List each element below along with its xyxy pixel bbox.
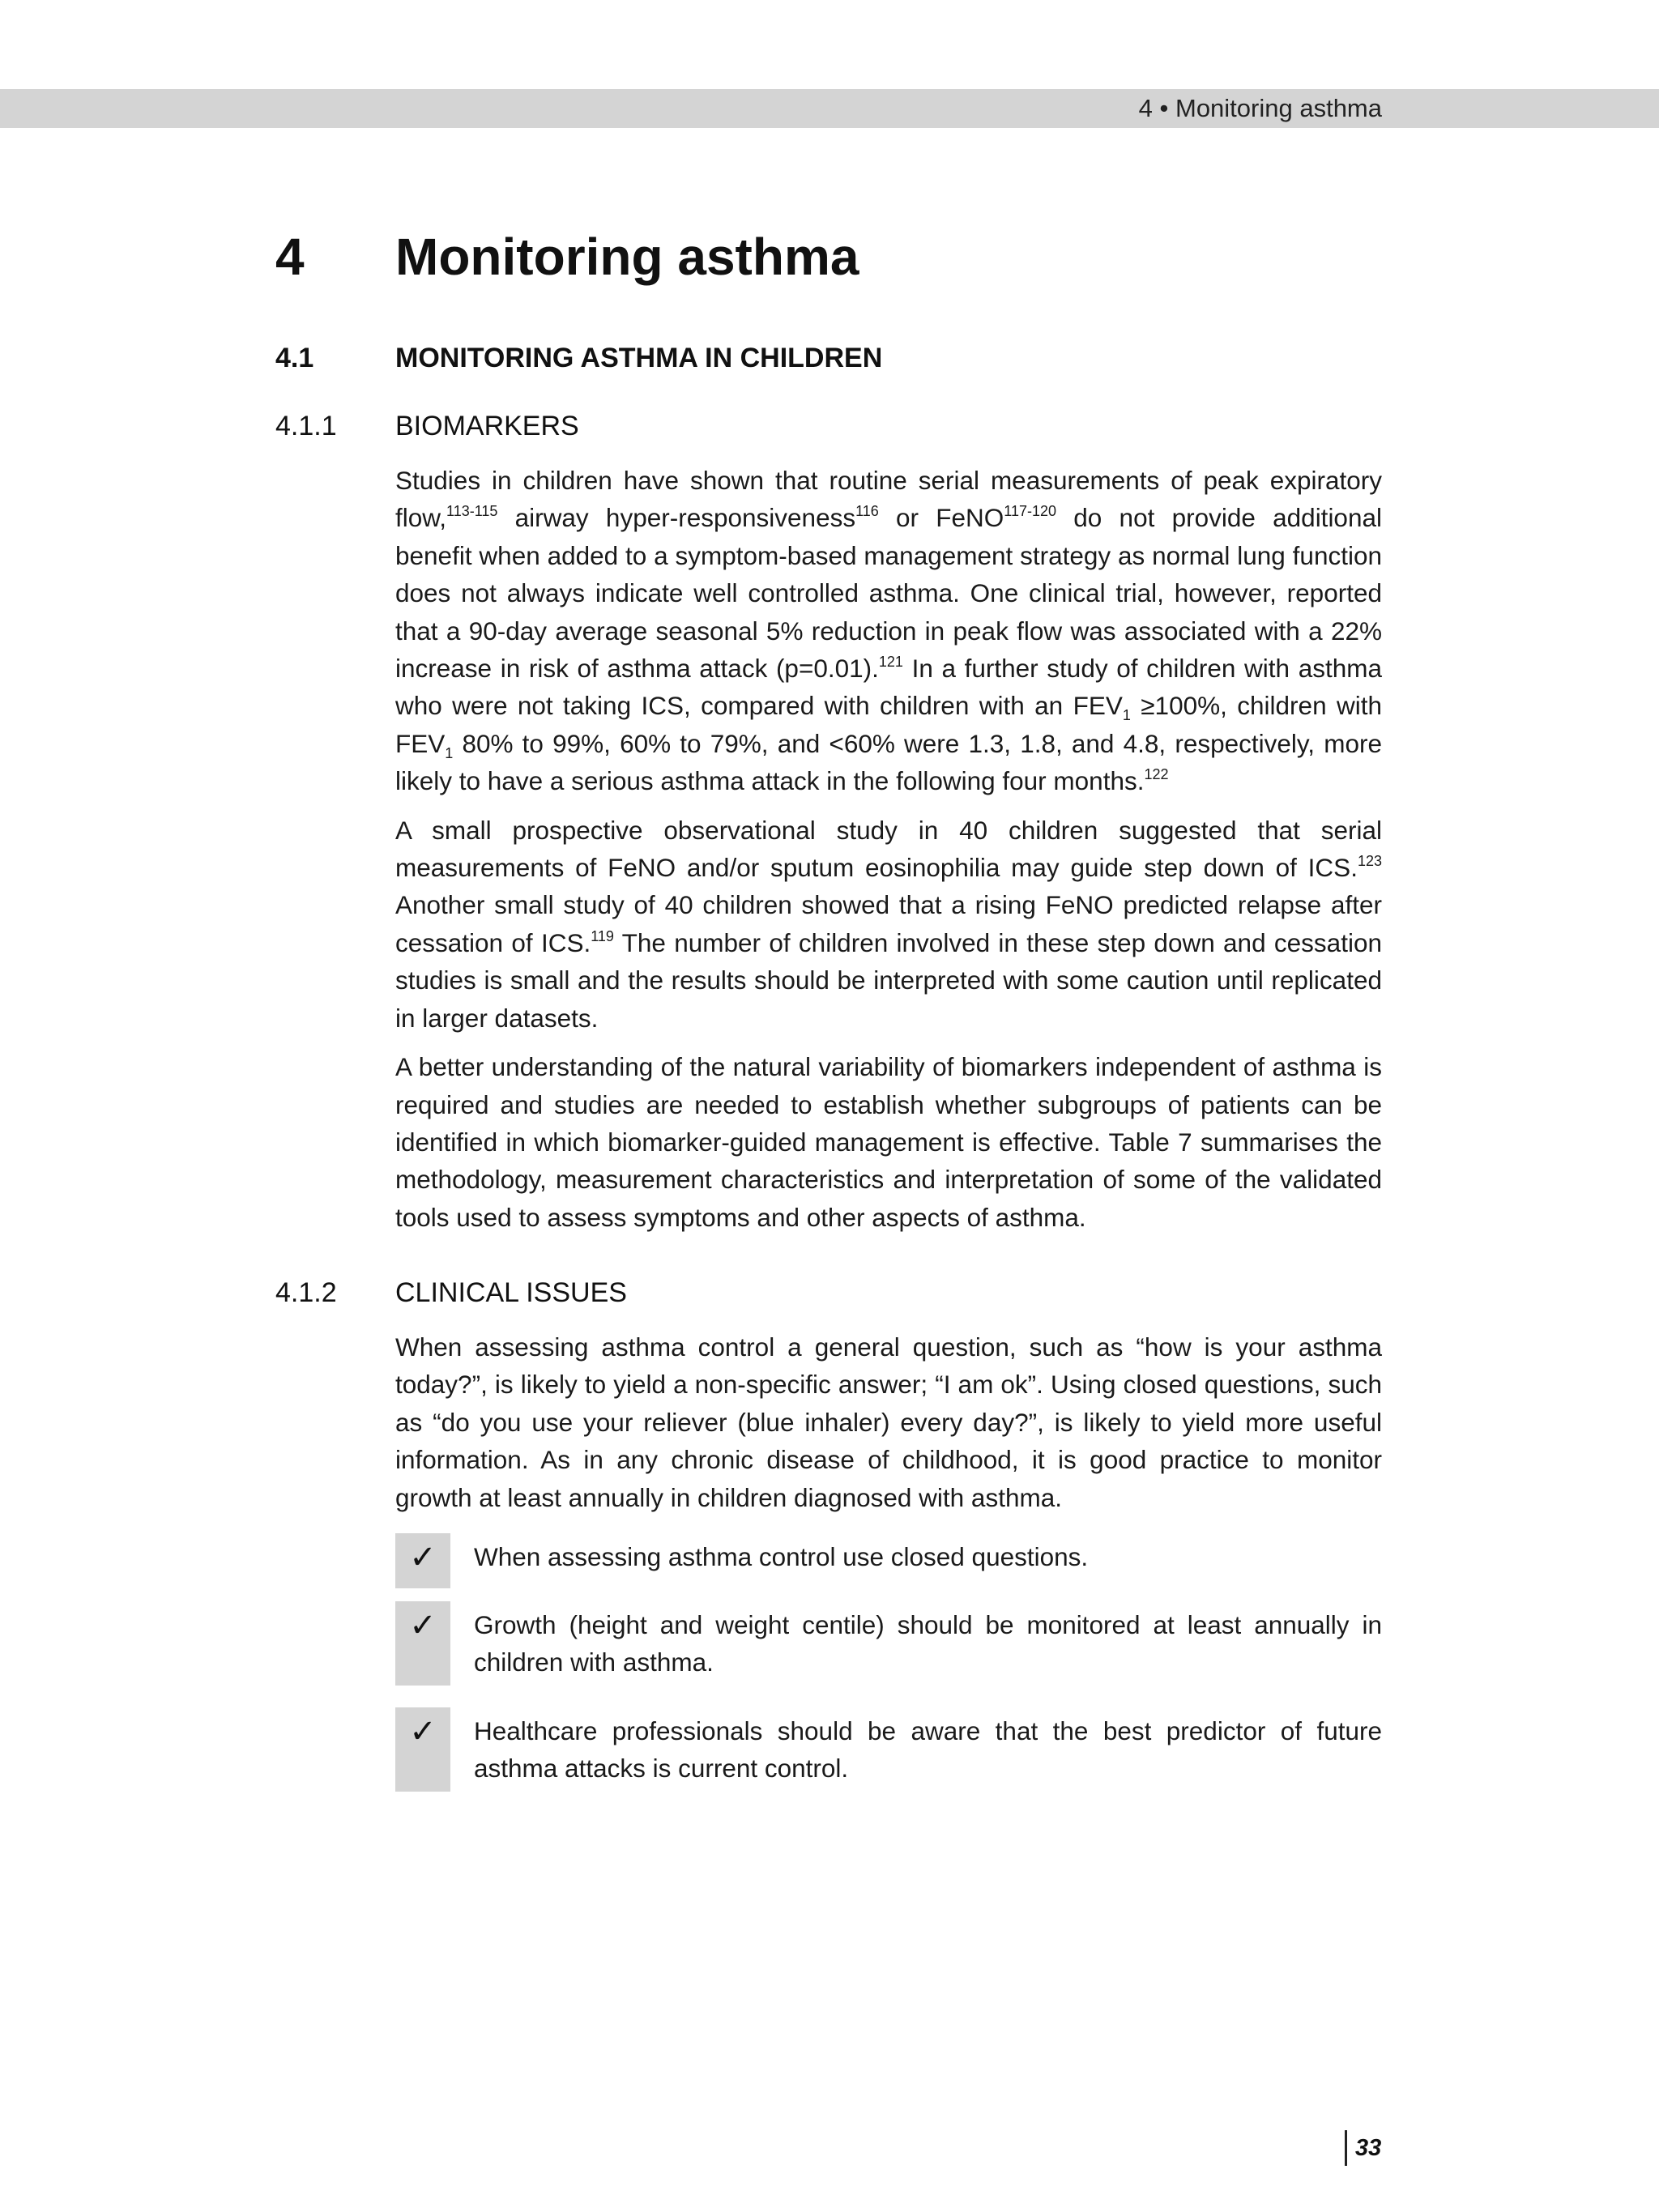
biomarkers-body (395, 462, 1382, 1247)
chapter-title-text: Monitoring asthma (395, 228, 859, 286)
text-run: do not provide additional benefit when added to a symptom-based management strategy as normal lung function does not always indicate well controlled asthma. One clinical trial, however, reported that a 90-day average seasonal 5% reduction in peak flow was associated with a 22% increase in risk of asthma attack (p=0.01). (395, 503, 1382, 684)
check-icon: ✓ (395, 1707, 450, 1792)
clinical-paragraph-1: When assessing asthma control a general question, such as “how is your asthma today?”, is likely to yield a non-specific answer; “I am ok”. Using closed questions, such as “do you use your reliever (blue inhaler) every day?”, is likely to yield more useful information. As in any chronic disease of childhood, it is good practice to monitor growth at least annually in children diagnosed with asthma. (395, 1332, 1382, 1512)
subsection-number: 4.1.2 (275, 1277, 337, 1308)
running-header (0, 89, 1659, 128)
citation: 122 (1144, 766, 1169, 783)
text-run: airway hyper-responsiveness (497, 503, 856, 533)
page-number: 33 (1345, 2130, 1381, 2166)
recommendation-text: Healthcare professionals should be aware that the best predictor of future asthma attacks is current control. (474, 1716, 1382, 1784)
text-run: Another small study of 40 children showed that a rising FeNO predicted relapse after cessation of ICS. (395, 890, 1382, 957)
text-run: A small prospective observational study in 40 children suggested that serial measurements of FeNO and/or sputum eosinophilia may guide step down of ICS. (395, 815, 1382, 883)
recommendation-text: When assessing asthma control use closed questions. (474, 1542, 1089, 1571)
text-run: ≥100%, children with FEV (395, 691, 1382, 758)
check-icon: ✓ (395, 1533, 450, 1588)
recommendation-text: Growth (height and weight centile) should be monitored at least annually in children with asthma. (474, 1610, 1382, 1677)
text-run: Studies in children have shown that routine serial measurements of peak expiratory flow, (395, 466, 1382, 533)
citation: 117-120 (1004, 503, 1057, 520)
clinical-body (395, 1328, 1382, 1528)
section-number: 4.1 (275, 343, 314, 373)
biomarkers-paragraph-3: A better understanding of the natural variability of biomarkers independent of asthma is required and studies are needed to establish whether subgroups of patients can be identified in which biomarker-guided management is effective. Table 7 summarises the methodology, measurement characteristics and interpretation of some of the validated tools used to assess symptoms and other aspects of asthma. (395, 1052, 1382, 1232)
text-run: The number of children involved in these step down and cessation studies is small and the results should be interpreted with some caution until replicated in larger datasets. (395, 927, 1382, 1033)
biomarkers-paragraph-2 (395, 812, 1382, 1037)
text-run: 80% to 99%, 60% to 79%, and <60% were 1.3, 1.8, and 4.8, respectively, more likely to have a serious asthma attack in the following four months. (395, 728, 1382, 796)
biomarkers-paragraph-1 (395, 462, 1382, 800)
subsection-title: CLINICAL ISSUES (395, 1277, 627, 1308)
section-title: MONITORING ASTHMA IN CHILDREN (395, 343, 883, 373)
subscript: 1 (1122, 707, 1131, 724)
citation: 123 (1357, 853, 1382, 870)
subsection-number: 4.1.1 (275, 411, 337, 441)
text-run: or FeNO (878, 503, 1004, 533)
subsection-title: BIOMARKERS (395, 411, 579, 441)
subscript: 1 (445, 744, 454, 761)
citation: 113-115 (446, 503, 498, 520)
citation: 116 (855, 503, 879, 520)
citation: 121 (878, 654, 903, 671)
text-run: In a further study of children with asthma who were not taking ICS, compared with children with an FEV (395, 654, 1382, 721)
chapter-number: 4 (275, 228, 305, 286)
citation: 119 (591, 927, 614, 944)
running-header-title: 4 • Monitoring asthma (1138, 94, 1382, 122)
check-icon: ✓ (395, 1601, 450, 1686)
